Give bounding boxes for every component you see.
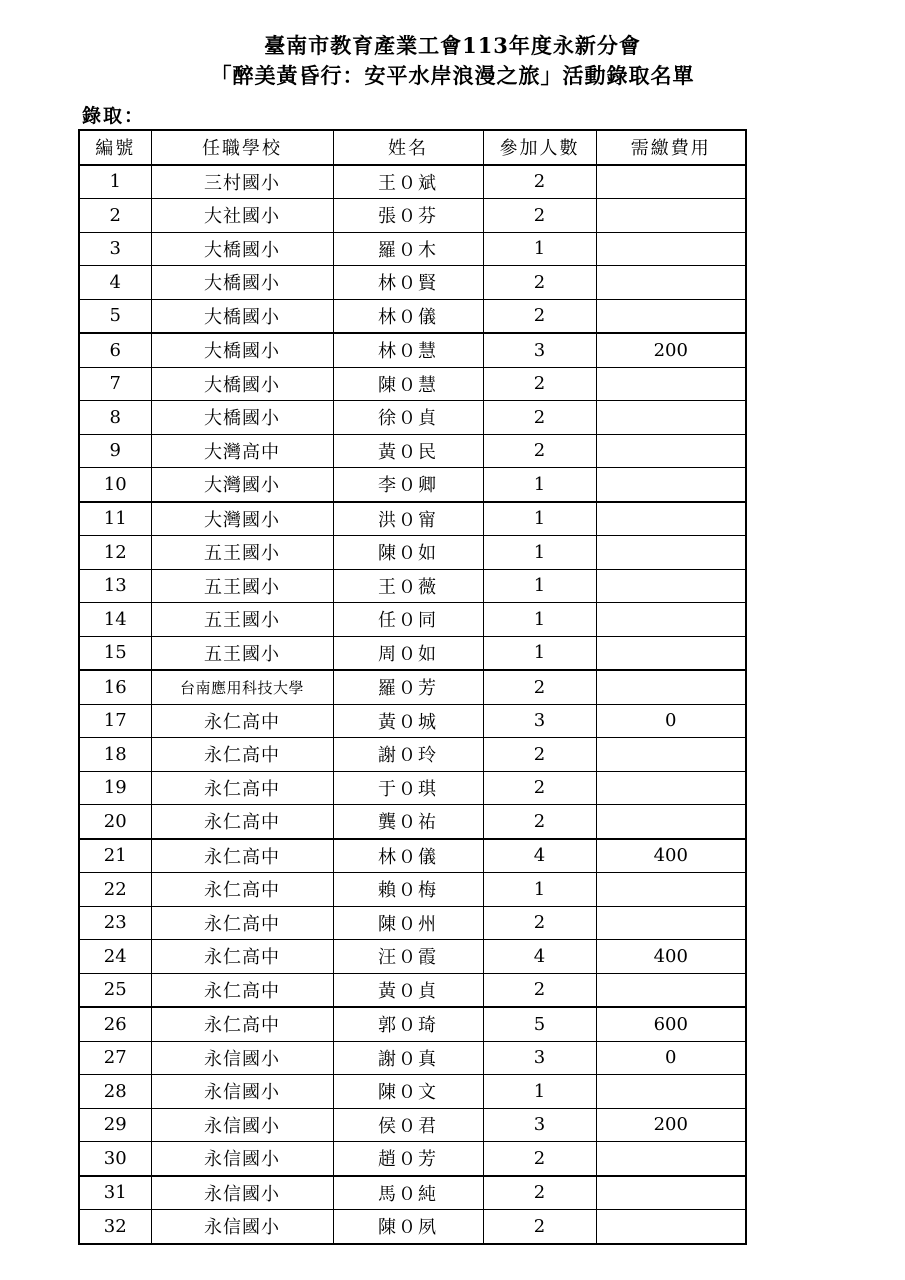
- cell-name: 陳０州: [333, 906, 483, 940]
- cell-name: 羅０木: [333, 232, 483, 266]
- cell-school: 永信國小: [151, 1210, 333, 1244]
- cell-number: 12: [79, 536, 151, 570]
- cell-number: 10: [79, 468, 151, 502]
- cell-name: 林０賢: [333, 266, 483, 300]
- cell-number: 1: [79, 165, 151, 199]
- cell-participant-count: 1: [483, 569, 596, 603]
- table-row: [79, 738, 746, 772]
- table-row: [79, 670, 746, 704]
- cell-fee-due: 600: [596, 1007, 746, 1041]
- cell-fee-due: [596, 232, 746, 266]
- cell-participant-count: 1: [483, 232, 596, 266]
- cell-name: 趙０芳: [333, 1142, 483, 1176]
- header-number: 編號: [79, 130, 151, 165]
- cell-participant-count: 2: [483, 670, 596, 704]
- cell-participant-count: 2: [483, 367, 596, 401]
- cell-fee-due: [596, 266, 746, 300]
- cell-name: 陳０慧: [333, 367, 483, 401]
- cell-number: 25: [79, 973, 151, 1007]
- table-row: [79, 1007, 746, 1041]
- cell-fee-due: 400: [596, 940, 746, 974]
- cell-number: 29: [79, 1108, 151, 1142]
- table-row: [79, 1210, 746, 1244]
- cell-school: 永仁高中: [151, 973, 333, 1007]
- cell-number: 32: [79, 1210, 151, 1244]
- cell-participant-count: 2: [483, 973, 596, 1007]
- cell-name: 林０儀: [333, 839, 483, 873]
- cell-participant-count: 2: [483, 165, 596, 199]
- admission-roster-table: [78, 129, 747, 1245]
- cell-fee-due: 200: [596, 1108, 746, 1142]
- cell-school: 大橋國小: [151, 401, 333, 435]
- cell-fee-due: [596, 805, 746, 839]
- table-row: [79, 906, 746, 940]
- table-row: [79, 873, 746, 907]
- table-row: [79, 468, 746, 502]
- cell-school: 大橋國小: [151, 299, 333, 333]
- cell-name: 黃０城: [333, 704, 483, 738]
- cell-name: 王０薇: [333, 569, 483, 603]
- cell-fee-due: [596, 401, 746, 435]
- cell-number: 6: [79, 333, 151, 367]
- table-row: [79, 704, 746, 738]
- table-row: [79, 1142, 746, 1176]
- cell-fee-due: [596, 873, 746, 907]
- cell-participant-count: 1: [483, 502, 596, 536]
- cell-school: 永仁高中: [151, 805, 333, 839]
- cell-number: 3: [79, 232, 151, 266]
- cell-fee-due: [596, 367, 746, 401]
- cell-number: 2: [79, 199, 151, 233]
- table-row: [79, 1075, 746, 1109]
- cell-participant-count: 2: [483, 199, 596, 233]
- cell-name: 于０琪: [333, 771, 483, 805]
- cell-name: 侯０君: [333, 1108, 483, 1142]
- cell-participant-count: 2: [483, 805, 596, 839]
- cell-name: 任０同: [333, 603, 483, 637]
- cell-fee-due: [596, 468, 746, 502]
- table-row: [79, 1041, 746, 1075]
- cell-school: 台南應用科技大學: [151, 670, 333, 704]
- table-row: [79, 603, 746, 637]
- table-row: [79, 636, 746, 670]
- cell-fee-due: 200: [596, 333, 746, 367]
- cell-school: 大灣國小: [151, 502, 333, 536]
- table-row: [79, 536, 746, 570]
- table-row: [79, 1108, 746, 1142]
- cell-school: 大灣國小: [151, 468, 333, 502]
- cell-fee-due: [596, 1142, 746, 1176]
- table-row: [79, 434, 746, 468]
- cell-school: 永信國小: [151, 1041, 333, 1075]
- cell-name: 王０斌: [333, 165, 483, 199]
- cell-number: 15: [79, 636, 151, 670]
- cell-school: 永仁高中: [151, 906, 333, 940]
- cell-school: 永信國小: [151, 1075, 333, 1109]
- cell-name: 羅０芳: [333, 670, 483, 704]
- cell-name: 陳０夙: [333, 1210, 483, 1244]
- cell-name: 黃０民: [333, 434, 483, 468]
- cell-number: 9: [79, 434, 151, 468]
- section-label-admitted: 錄取：: [82, 105, 146, 127]
- cell-name: 洪０甯: [333, 502, 483, 536]
- table-header-row: [79, 130, 746, 165]
- cell-school: 永仁高中: [151, 704, 333, 738]
- cell-name: 賴０梅: [333, 873, 483, 907]
- table-row: [79, 805, 746, 839]
- cell-school: 永仁高中: [151, 873, 333, 907]
- document-title: 臺南市教育產業工會113年度永新分會: [264, 33, 641, 58]
- cell-number: 22: [79, 873, 151, 907]
- cell-participant-count: 2: [483, 266, 596, 300]
- cell-fee-due: [596, 569, 746, 603]
- cell-participant-count: 2: [483, 738, 596, 772]
- cell-school: 五王國小: [151, 569, 333, 603]
- table-row: [79, 367, 746, 401]
- cell-number: 28: [79, 1075, 151, 1109]
- cell-participant-count: 3: [483, 704, 596, 738]
- cell-number: 27: [79, 1041, 151, 1075]
- cell-school: 大橋國小: [151, 333, 333, 367]
- cell-number: 23: [79, 906, 151, 940]
- cell-school: 永仁高中: [151, 940, 333, 974]
- cell-participant-count: 1: [483, 468, 596, 502]
- cell-school: 大灣高中: [151, 434, 333, 468]
- cell-school: 永仁高中: [151, 738, 333, 772]
- cell-fee-due: 400: [596, 839, 746, 873]
- table-row: [79, 199, 746, 233]
- table-row: [79, 266, 746, 300]
- cell-fee-due: [596, 1210, 746, 1244]
- cell-participant-count: 1: [483, 603, 596, 637]
- cell-school: 大社國小: [151, 199, 333, 233]
- cell-name: 陳０文: [333, 1075, 483, 1109]
- cell-participant-count: 2: [483, 1176, 596, 1210]
- header-participant-count: 參加人數: [483, 130, 596, 165]
- cell-school: 大橋國小: [151, 266, 333, 300]
- table-row: [79, 771, 746, 805]
- cell-school: 五王國小: [151, 603, 333, 637]
- cell-participant-count: 1: [483, 636, 596, 670]
- cell-fee-due: [596, 738, 746, 772]
- cell-fee-due: 0: [596, 704, 746, 738]
- cell-name: 謝０玲: [333, 738, 483, 772]
- cell-number: 4: [79, 266, 151, 300]
- cell-school: 大橋國小: [151, 367, 333, 401]
- cell-participant-count: 2: [483, 299, 596, 333]
- cell-participant-count: 4: [483, 940, 596, 974]
- cell-number: 8: [79, 401, 151, 435]
- cell-fee-due: [596, 502, 746, 536]
- cell-name: 黃０貞: [333, 973, 483, 1007]
- cell-name: 汪０霞: [333, 940, 483, 974]
- cell-number: 31: [79, 1176, 151, 1210]
- cell-fee-due: [596, 1176, 746, 1210]
- cell-participant-count: 1: [483, 536, 596, 570]
- cell-name: 徐０貞: [333, 401, 483, 435]
- cell-number: 7: [79, 367, 151, 401]
- cell-number: 20: [79, 805, 151, 839]
- cell-participant-count: 2: [483, 434, 596, 468]
- header-school: 任職學校: [151, 130, 333, 165]
- cell-school: 三村國小: [151, 165, 333, 199]
- cell-participant-count: 5: [483, 1007, 596, 1041]
- cell-participant-count: 4: [483, 839, 596, 873]
- cell-participant-count: 2: [483, 906, 596, 940]
- cell-participant-count: 2: [483, 1142, 596, 1176]
- table-row: [79, 940, 746, 974]
- cell-name: 周０如: [333, 636, 483, 670]
- cell-number: 5: [79, 299, 151, 333]
- cell-number: 18: [79, 738, 151, 772]
- cell-fee-due: [596, 670, 746, 704]
- cell-fee-due: [596, 771, 746, 805]
- cell-participant-count: 1: [483, 873, 596, 907]
- cell-participant-count: 3: [483, 1108, 596, 1142]
- cell-number: 26: [79, 1007, 151, 1041]
- cell-participant-count: 2: [483, 771, 596, 805]
- cell-school: 五王國小: [151, 636, 333, 670]
- table-row: [79, 333, 746, 367]
- table-row: [79, 401, 746, 435]
- cell-fee-due: [596, 973, 746, 1007]
- cell-participant-count: 1: [483, 1075, 596, 1109]
- cell-number: 14: [79, 603, 151, 637]
- table-row: [79, 232, 746, 266]
- cell-number: 19: [79, 771, 151, 805]
- cell-participant-count: 2: [483, 401, 596, 435]
- cell-fee-due: [596, 603, 746, 637]
- cell-fee-due: [596, 299, 746, 333]
- cell-name: 陳０如: [333, 536, 483, 570]
- table-body: [79, 165, 746, 1244]
- cell-school: 永仁高中: [151, 1007, 333, 1041]
- table-row: [79, 1176, 746, 1210]
- cell-participant-count: 3: [483, 1041, 596, 1075]
- cell-number: 17: [79, 704, 151, 738]
- header-name: 姓名: [333, 130, 483, 165]
- cell-school: 永仁高中: [151, 771, 333, 805]
- cell-number: 24: [79, 940, 151, 974]
- cell-school: 永信國小: [151, 1108, 333, 1142]
- cell-fee-due: [596, 199, 746, 233]
- cell-number: 13: [79, 569, 151, 603]
- cell-number: 30: [79, 1142, 151, 1176]
- cell-name: 謝０真: [333, 1041, 483, 1075]
- cell-fee-due: [596, 1075, 746, 1109]
- table-row: [79, 165, 746, 199]
- cell-number: 11: [79, 502, 151, 536]
- cell-name: 馬０純: [333, 1176, 483, 1210]
- cell-participant-count: 2: [483, 1210, 596, 1244]
- cell-school: 大橋國小: [151, 232, 333, 266]
- cell-number: 21: [79, 839, 151, 873]
- table-row: [79, 502, 746, 536]
- header-fee-due: 需繳費用: [596, 130, 746, 165]
- document-subtitle: 「醉美黃昏行：安平水岸浪漫之旅」活動錄取名單: [210, 63, 695, 88]
- cell-name: 龔０祐: [333, 805, 483, 839]
- cell-fee-due: [596, 536, 746, 570]
- cell-name: 張０芬: [333, 199, 483, 233]
- cell-participant-count: 3: [483, 333, 596, 367]
- table-row: [79, 569, 746, 603]
- cell-school: 五王國小: [151, 536, 333, 570]
- cell-fee-due: [596, 906, 746, 940]
- cell-school: 永信國小: [151, 1176, 333, 1210]
- cell-name: 李０卿: [333, 468, 483, 502]
- table-row: [79, 299, 746, 333]
- table-row: [79, 973, 746, 1007]
- cell-fee-due: [596, 434, 746, 468]
- cell-school: 永仁高中: [151, 839, 333, 873]
- cell-name: 林０慧: [333, 333, 483, 367]
- cell-number: 16: [79, 670, 151, 704]
- cell-name: 林０儀: [333, 299, 483, 333]
- cell-name: 郭０琦: [333, 1007, 483, 1041]
- cell-fee-due: [596, 636, 746, 670]
- cell-fee-due: [596, 165, 746, 199]
- cell-fee-due: 0: [596, 1041, 746, 1075]
- table-row: [79, 839, 746, 873]
- cell-school: 永信國小: [151, 1142, 333, 1176]
